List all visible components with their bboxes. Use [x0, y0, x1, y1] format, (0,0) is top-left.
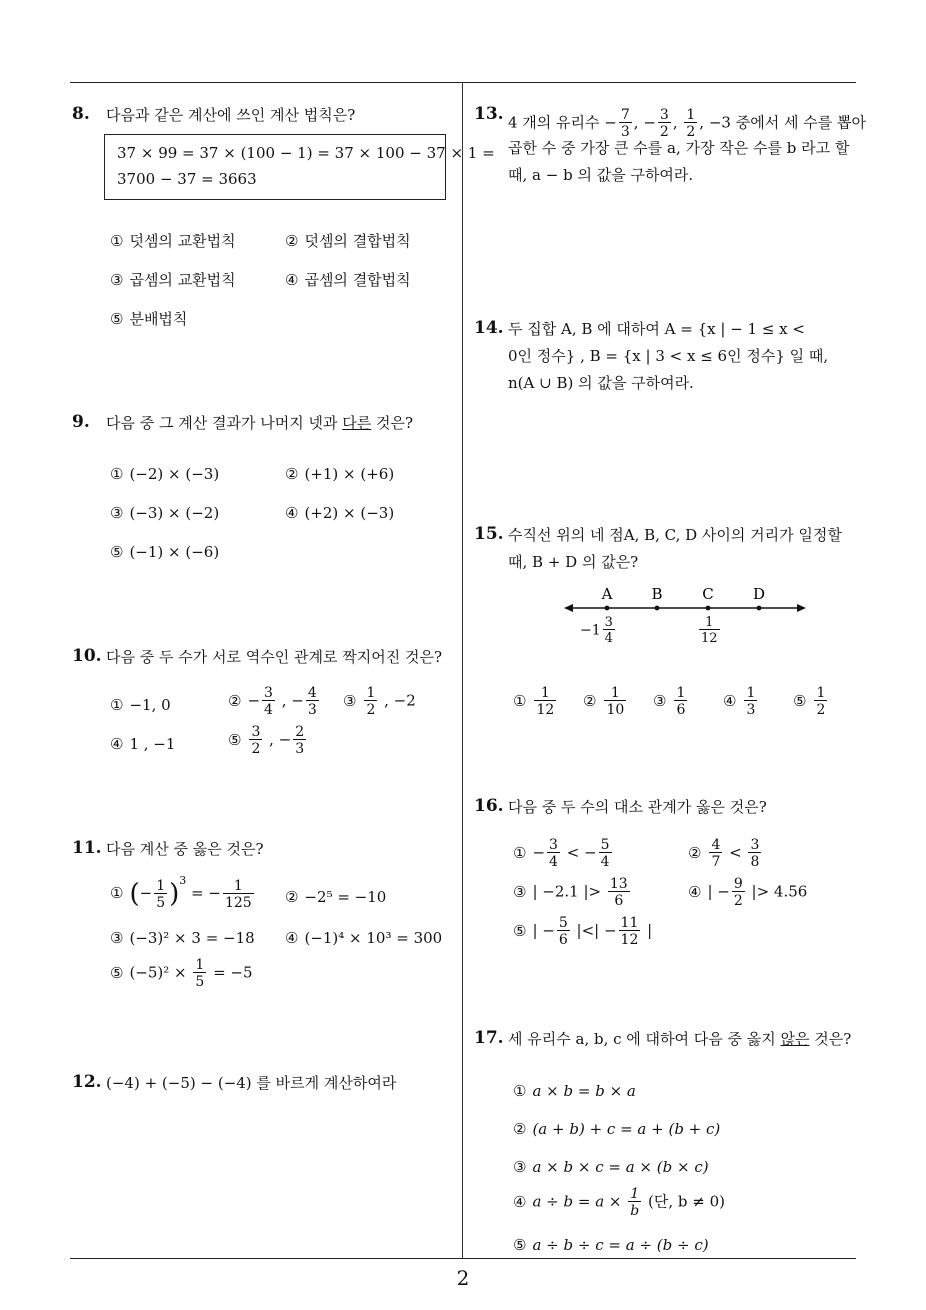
denominator: 6 — [558, 932, 568, 948]
numerator: 3 — [251, 724, 261, 740]
choice-number: ③ — [110, 504, 124, 522]
q9-option-3[interactable] — [110, 504, 219, 522]
choice-number: ⑤ — [513, 921, 527, 940]
question-15-line-2: 때, B + D 의 값은? — [508, 553, 639, 571]
q16-option-2[interactable] — [688, 838, 763, 869]
fraction — [547, 838, 560, 869]
q11-option-4[interactable] — [285, 929, 442, 947]
choice-number: ③ — [653, 691, 667, 710]
point-c — [706, 606, 711, 611]
denominator: 10 — [606, 702, 625, 718]
denominator: 4 — [549, 854, 558, 870]
denominator: 7 — [711, 854, 721, 870]
denominator: 12 — [620, 932, 639, 948]
question-16-text: 다음 중 두 수의 대소 관계가 옳은 것은? — [508, 798, 767, 816]
denominator: 3 — [746, 702, 756, 718]
equals: = − — [186, 884, 221, 902]
numerator: 1 — [233, 877, 243, 894]
text-part: 것은? — [371, 414, 414, 432]
question-13-line-2: 곱한 수 중 가장 큰 수를 a, 가장 작은 수를 b 라고 할 — [508, 139, 850, 157]
option-text: 덧셈의 결합법칙 — [304, 232, 411, 250]
point-label-c: C — [702, 586, 714, 603]
option-text: (a + b) + c = a + (b + c) — [532, 1120, 721, 1138]
q17-option-5[interactable] — [513, 1236, 709, 1254]
fraction — [306, 686, 319, 717]
q8-option-5[interactable] — [110, 308, 187, 329]
sign: − — [532, 843, 546, 862]
option-text: (−1)⁴ × 10³ = 300 — [304, 929, 443, 947]
choice-number: ① — [513, 843, 527, 862]
option-text: a × b × c = a × (b × c) — [532, 1158, 709, 1176]
numerator: 1 — [156, 877, 166, 894]
q15-option-2[interactable] — [583, 686, 628, 717]
denominator: 4 — [604, 631, 613, 646]
question-10-text: 다음 중 두 수가 서로 역수인 관계로 짝지어진 것은? — [106, 648, 442, 666]
question-17-text — [508, 1026, 851, 1052]
arrow-left-icon — [564, 604, 573, 612]
option-text: |> 4.56 — [746, 882, 808, 901]
choice-number: ① — [110, 465, 124, 483]
option-text: 덧셈의 교환법칙 — [129, 232, 236, 250]
numerator: 7 — [620, 107, 630, 123]
denominator: 4 — [264, 702, 273, 718]
denominator: 8 — [750, 854, 760, 870]
numerator: 3 — [659, 107, 669, 123]
arrow-right-icon — [797, 604, 806, 612]
denominator: 5 — [195, 974, 205, 990]
q9-option-4[interactable] — [285, 504, 394, 522]
point-d — [757, 606, 762, 611]
numerator: 1 — [366, 685, 376, 701]
option-text: (−5)² × — [129, 963, 192, 982]
q11-option-2[interactable] — [285, 888, 386, 906]
numerator: 5 — [558, 915, 568, 931]
option-text: (단, b ≠ 0) — [643, 1192, 725, 1211]
question-12-number: 12. — [72, 1072, 102, 1092]
choice-number: ① — [513, 691, 527, 710]
denominator: 12 — [536, 702, 555, 718]
denominator: 2 — [366, 702, 376, 718]
q9-option-1[interactable] — [110, 465, 219, 483]
q16-option-3[interactable] — [513, 877, 632, 908]
numerator: 1 — [686, 107, 696, 123]
fraction — [814, 686, 827, 717]
text-part: 세 유리수 a, b, c 에 대하여 다음 중 옳지 — [508, 1030, 781, 1048]
fraction — [364, 686, 377, 717]
denominator: 3 — [295, 741, 305, 757]
whole-part: −1 — [580, 622, 601, 639]
option-text: 곱셈의 교환법칙 — [129, 271, 236, 289]
choice-number: ② — [688, 843, 702, 862]
numerator: 11 — [620, 915, 639, 931]
denominator: 2 — [733, 893, 743, 909]
fraction — [604, 686, 626, 717]
option-text: | − — [707, 882, 730, 901]
q16-option-1[interactable] — [513, 838, 614, 869]
q16-option-4[interactable] — [688, 877, 807, 908]
question-13-line-3: 때, a − b 의 값을 구하여라. — [508, 166, 694, 184]
choice-number: ② — [513, 1120, 527, 1138]
point-a — [605, 606, 610, 611]
fraction — [223, 879, 254, 910]
denominator: 5 — [156, 894, 166, 911]
text-part: 것은? — [809, 1030, 852, 1048]
option-text: 1 , −1 — [129, 735, 176, 753]
fraction — [744, 686, 757, 717]
question-8-text: 다음과 같은 계산에 쓰인 계산 법칙은? — [106, 106, 356, 124]
q15-option-5[interactable] — [793, 686, 829, 717]
numerator: 3 — [604, 615, 613, 630]
point-b — [655, 606, 660, 611]
paren: ( — [129, 879, 140, 909]
choice-number: ③ — [110, 929, 124, 947]
denominator: 2 — [686, 124, 696, 140]
choice-number: ⑤ — [110, 543, 124, 561]
choice-number: ② — [583, 691, 597, 710]
option-text: | −2.1 |> — [532, 882, 606, 901]
exponent: 3 — [179, 874, 187, 887]
point-label-a: A — [601, 586, 613, 603]
question-8-box — [104, 134, 495, 200]
option-text: a ÷ b ÷ c = a ÷ (b ÷ c) — [532, 1236, 709, 1254]
bottom-rule — [70, 1258, 856, 1259]
fraction — [628, 1187, 641, 1218]
choice-number: ④ — [723, 691, 737, 710]
q17-option-1[interactable] — [513, 1082, 636, 1100]
fraction — [709, 838, 722, 869]
q10-option-3[interactable] — [343, 686, 416, 717]
numerator: 3 — [264, 685, 273, 701]
option-text: 분배법칙 — [129, 310, 188, 328]
question-9-text — [106, 410, 413, 436]
fraction — [262, 686, 275, 717]
sign: − — [247, 691, 261, 710]
option-text: (−3)² × 3 = −18 — [129, 929, 255, 947]
q17-option-2[interactable] — [513, 1120, 720, 1138]
option-text: a ÷ b = a × — [532, 1192, 627, 1211]
q10-option-4[interactable] — [110, 735, 175, 753]
label-c-value — [697, 616, 722, 645]
numerator: 1 — [676, 685, 686, 701]
q10-option-5[interactable] — [228, 725, 308, 756]
fraction — [599, 838, 612, 869]
choice-number: ① — [513, 1082, 527, 1100]
underlined-word: 않은 — [780, 1030, 810, 1048]
numerator: 13 — [609, 876, 628, 892]
option-text: (−1) × (−6) — [129, 543, 220, 561]
denominator: b — [630, 1203, 640, 1219]
q11-option-1[interactable] — [110, 874, 256, 910]
q11-option-5[interactable] — [110, 958, 253, 989]
question-9-number: 9. — [72, 412, 90, 432]
fraction — [154, 879, 167, 910]
denominator: 2 — [816, 702, 826, 718]
question-10-number: 10. — [72, 646, 102, 666]
q10-option-2[interactable] — [228, 686, 321, 717]
numerator: 1 — [540, 685, 550, 701]
choice-number: ③ — [513, 882, 527, 901]
question-17-number: 17. — [474, 1028, 504, 1048]
question-14-line-1: 두 집합 A, B 에 대하여 A = {x | − 1 ≤ x < — [508, 320, 805, 338]
option-text: (−2) × (−3) — [129, 465, 220, 483]
option-text: , −2 — [379, 691, 416, 710]
q9-option-5[interactable] — [110, 543, 219, 561]
page-number: 2 — [456, 1266, 470, 1290]
underlined-word: 다른 — [342, 414, 372, 432]
denominator: 6 — [676, 702, 686, 718]
option-text: (+1) × (+6) — [304, 465, 395, 483]
fraction — [699, 616, 720, 645]
separator: , − — [264, 730, 292, 749]
denominator: 2 — [251, 741, 261, 757]
choice-number: ② — [285, 888, 299, 906]
choice-number: ② — [228, 691, 242, 710]
numerator: 3 — [549, 837, 558, 853]
numerator: 4 — [307, 685, 317, 701]
choice-number: ① — [110, 884, 124, 902]
fraction — [619, 916, 641, 947]
relation: < — [724, 843, 747, 862]
fraction — [603, 616, 615, 645]
fraction — [249, 725, 262, 756]
fraction — [608, 877, 630, 908]
text-part: 다음 중 그 계산 결과가 나머지 넷과 — [106, 414, 343, 432]
choice-number: ① — [110, 232, 124, 250]
column-divider — [462, 82, 463, 1258]
q17-option-3[interactable] — [513, 1158, 709, 1176]
fraction — [748, 838, 761, 869]
choice-number: ③ — [343, 691, 357, 710]
fraction — [732, 877, 745, 908]
numerator: 4 — [711, 837, 721, 853]
choice-number: ③ — [110, 271, 124, 289]
numerator: 9 — [733, 876, 743, 892]
relation: < − — [561, 843, 597, 862]
choice-number: ③ — [513, 1158, 527, 1176]
q15-option-3[interactable] — [653, 686, 689, 717]
choice-number: ⑤ — [110, 963, 124, 982]
q17-option-4[interactable] — [513, 1187, 725, 1218]
question-16-number: 16. — [474, 796, 504, 816]
numerator: 5 — [600, 837, 610, 853]
question-14-line-3: n(A ∪ B) 의 값을 구하여라. — [508, 374, 694, 392]
q15-option-1[interactable] — [513, 686, 558, 717]
text-part: , − — [633, 113, 656, 132]
option-text: (+2) × (−3) — [304, 504, 395, 522]
numerator: 1 — [195, 957, 205, 973]
label-a-value — [580, 616, 617, 645]
choice-number: ④ — [688, 882, 702, 901]
question-15-line-1: 수직선 위의 네 점A, B, C, D 사이의 거리가 일정할 — [508, 526, 842, 544]
option-text: | — [642, 921, 653, 940]
choice-number: ② — [285, 232, 299, 250]
choice-number: ④ — [110, 735, 124, 753]
choice-number: ④ — [285, 271, 299, 289]
denominator: 3 — [620, 124, 630, 140]
separator: , − — [276, 691, 304, 710]
option-text: a × b = b × a — [532, 1082, 636, 1100]
box-line-2: 3700 − 37 = 3663 — [117, 170, 257, 188]
choice-number: ① — [110, 696, 124, 714]
question-14-number: 14. — [474, 318, 504, 338]
question-15-number: 15. — [474, 524, 504, 544]
denominator: 6 — [608, 891, 630, 908]
option-text: 곱셈의 결합법칙 — [304, 271, 411, 289]
question-11-number: 11. — [72, 838, 102, 858]
point-label-d: D — [752, 586, 766, 603]
text-part: , −3 중에서 세 수를 뽑아 — [699, 113, 866, 132]
question-11-text: 다음 계산 중 옳은 것은? — [106, 840, 264, 858]
numerator: 3 — [750, 837, 760, 853]
numerator: 2 — [295, 724, 305, 740]
q9-option-2[interactable] — [285, 465, 394, 483]
choice-number: ④ — [285, 929, 299, 947]
option-text: (−3) × (−2) — [129, 504, 220, 522]
question-14-line-2: 0인 정수} , B = {x | 3 < x ≤ 6인 정수} 일 때, — [508, 347, 829, 365]
denominator: 12 — [701, 631, 718, 646]
question-12-text: (−4) + (−5) − (−4) 를 바르게 계산하여라 — [106, 1074, 397, 1092]
q8-option-4[interactable] — [285, 269, 411, 290]
choice-number: ⑤ — [513, 1236, 527, 1254]
fraction — [534, 686, 556, 717]
choice-number: ⑤ — [228, 730, 242, 749]
denominator: 2 — [659, 124, 669, 140]
box-line-1: 37 × 99 = 37 × (100 − 1) = 37 × 100 − 37 × 1 = — [117, 144, 495, 162]
fraction — [557, 916, 570, 947]
choice-number: ② — [285, 465, 299, 483]
option-text: | − — [532, 921, 555, 940]
fraction — [293, 725, 306, 756]
option-text: −1, 0 — [129, 696, 171, 714]
numerator: 1 — [610, 685, 620, 701]
denominator: 4 — [600, 854, 610, 870]
choice-number: ④ — [285, 504, 299, 522]
text-part: , — [672, 113, 683, 132]
q11-option-3[interactable] — [110, 929, 255, 947]
sign: − — [139, 884, 153, 902]
paren: ) — [169, 879, 180, 909]
choice-number: ④ — [513, 1192, 527, 1211]
point-label-b: B — [651, 586, 663, 603]
q8-option-1[interactable] — [110, 230, 236, 251]
numerator: 1 — [816, 685, 826, 701]
q8-option-3[interactable] — [110, 269, 236, 290]
fraction — [193, 958, 206, 989]
option-text: = −5 — [208, 963, 253, 982]
relation: |<| − — [571, 921, 617, 940]
question-13-number: 13. — [474, 104, 504, 124]
q10-option-1[interactable] — [110, 696, 171, 714]
numerator: 1 — [746, 685, 756, 701]
choice-number: ⑤ — [793, 691, 807, 710]
denominator: 3 — [307, 702, 317, 718]
top-rule — [70, 82, 856, 83]
numerator: 1 — [705, 615, 714, 630]
choice-number: ⑤ — [110, 310, 124, 328]
fraction — [674, 686, 687, 717]
text-part: 4 개의 유리수 − — [508, 113, 617, 132]
q16-option-5[interactable] — [513, 916, 652, 947]
denominator: 125 — [224, 894, 252, 911]
option-text: −2⁵ = −10 — [304, 888, 387, 906]
q8-option-2[interactable] — [285, 230, 411, 251]
q15-option-4[interactable] — [723, 686, 759, 717]
question-8-number: 8. — [72, 104, 90, 124]
number-line — [560, 586, 810, 650]
numerator: 1 — [630, 1186, 640, 1202]
